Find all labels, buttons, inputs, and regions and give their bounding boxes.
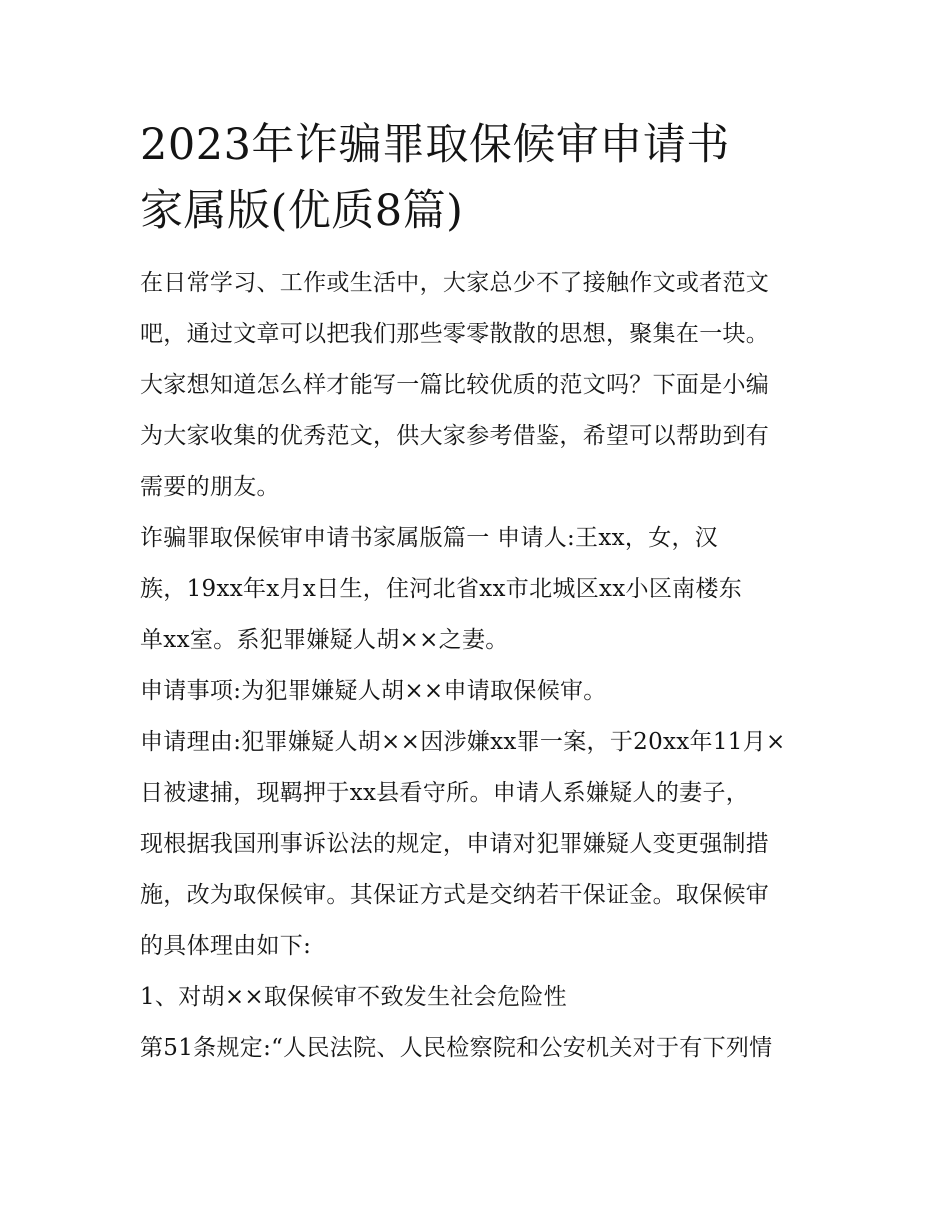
body-line: 申请事项:为犯罪嫌疑人胡××申请取保候审。 xyxy=(140,678,607,704)
body-line: 的具体理由如下: xyxy=(140,933,312,959)
body-line: 1、对胡××取保候审不致发生社会危险性 xyxy=(140,984,567,1010)
body-line: 单xx室。系犯罪嫌疑人胡××之妻。 xyxy=(140,627,509,653)
body-line: 为大家收集的优秀范文，供大家参考借鉴，希望可以帮助到有 xyxy=(140,423,770,449)
body-line: 施，改为取保候审。其保证方式是交纳若干保证金。取保候审 xyxy=(140,882,770,908)
body-line: 日被逮捕，现羁押于xx县看守所。申请人系嫌疑人的妻子， xyxy=(140,780,750,806)
title-line-1: 2023年诈骗罪取保候审申请书 xyxy=(140,120,730,170)
body-line: 吧，通过文章可以把我们那些零零散散的思想，聚集在一块。 xyxy=(140,321,770,347)
document-page xyxy=(140,112,812,1074)
body-line: 族，19xx年x月x日生，住河北省xx市北城区xx小区南楼东 xyxy=(140,576,743,602)
document-title xyxy=(140,112,812,244)
body-line: 第51条规定:“人民法院、人民检察院和公安机关对于有下列情 xyxy=(140,1035,773,1061)
body-line: 现根据我国刑事诉讼法的规定，申请对犯罪嫌疑人变更强制措 xyxy=(140,831,770,857)
document-body xyxy=(140,258,812,1074)
body-line: 需要的朋友。 xyxy=(140,474,280,500)
title-line-2: 家属版(优质8篇) xyxy=(140,186,464,236)
body-line: 诈骗罪取保候审申请书家属版篇一 申请人:王xx，女，汉 xyxy=(140,525,719,551)
body-line: 大家想知道怎么样才能写一篇比较优质的范文吗？下面是小编 xyxy=(140,372,770,398)
body-line: 申请理由:犯罪嫌疑人胡××因涉嫌xx罪一案，于20xx年11月× xyxy=(140,729,786,755)
body-line: 在日常学习、工作或生活中，大家总少不了接触作文或者范文 xyxy=(140,270,770,296)
